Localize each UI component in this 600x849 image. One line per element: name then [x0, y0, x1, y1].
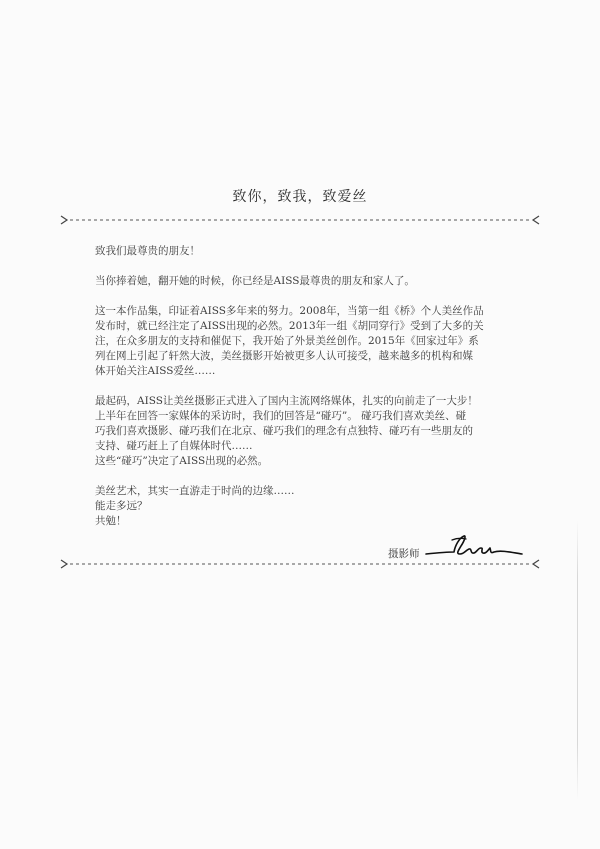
- text-line: 注，在众多朋友的支持和催促下，我开始了外景美丝创作。2015年《回家过年》系: [95, 335, 479, 347]
- text-line: 美丝艺术，其实一直游走于时尚的边缘……: [95, 485, 295, 497]
- text-line: 能走多远？: [95, 500, 148, 512]
- text-line: 这一本作品集，印证着AISS多年来的努力。2008年，当第一组《桥》个人美丝作品: [95, 305, 484, 317]
- text-line: 致我们最尊贵的朋友！: [95, 245, 200, 257]
- text-line: 上半年在回答一家媒体的采访时，我们的回答是“碰巧”。 碰巧我们喜欢美丝、碰: [95, 410, 467, 422]
- text-line: 当你捧着她，翻开她的时候，你已经是AISS最尊贵的朋友和家人了。: [95, 275, 415, 287]
- text-line: 支持、碰巧赶上了自媒体时代……: [95, 440, 253, 452]
- text-line: 最起码，AISS让美丝摄影正式进入了国内主流网络媒体，扎实的向前走了一大步！: [95, 395, 478, 407]
- paragraph-5: [95, 484, 535, 529]
- bottom-dashed-divider: [60, 558, 540, 570]
- letter-body: [95, 244, 535, 529]
- paragraph-4: [95, 394, 535, 469]
- text-line: 列在网上引起了轩然大波，美丝摄影开始被更多人认可接受，越来越多的机构和媒: [95, 350, 473, 362]
- top-dashed-divider: [60, 214, 540, 226]
- paragraph-2: [95, 274, 535, 289]
- text-line: 这些“碰巧”决定了AISS出现的必然。: [95, 455, 269, 467]
- text-line: 体开始关注AISS爱丝……: [95, 365, 216, 377]
- dashed-arrow-divider: [60, 558, 540, 570]
- text-line: 共勉！: [95, 515, 127, 527]
- paragraph-1: [95, 244, 535, 259]
- scan-edge-shadow: [577, 520, 578, 800]
- text-line: 巧我们喜欢摄影、碰巧我们在北京、碰巧我们的理念有点独特、碰巧有一些朋友的: [95, 425, 473, 437]
- photographer-label: 摄影师: [388, 548, 420, 560]
- dashed-arrow-divider: [60, 214, 540, 226]
- letter-title: 致你，致我，致爱丝: [232, 189, 368, 205]
- paragraph-3: [95, 304, 535, 379]
- text-line: 发布时，就已经注定了AISS出现的必然。2013年一组《胡同穿行》受到了大多的关: [95, 320, 484, 332]
